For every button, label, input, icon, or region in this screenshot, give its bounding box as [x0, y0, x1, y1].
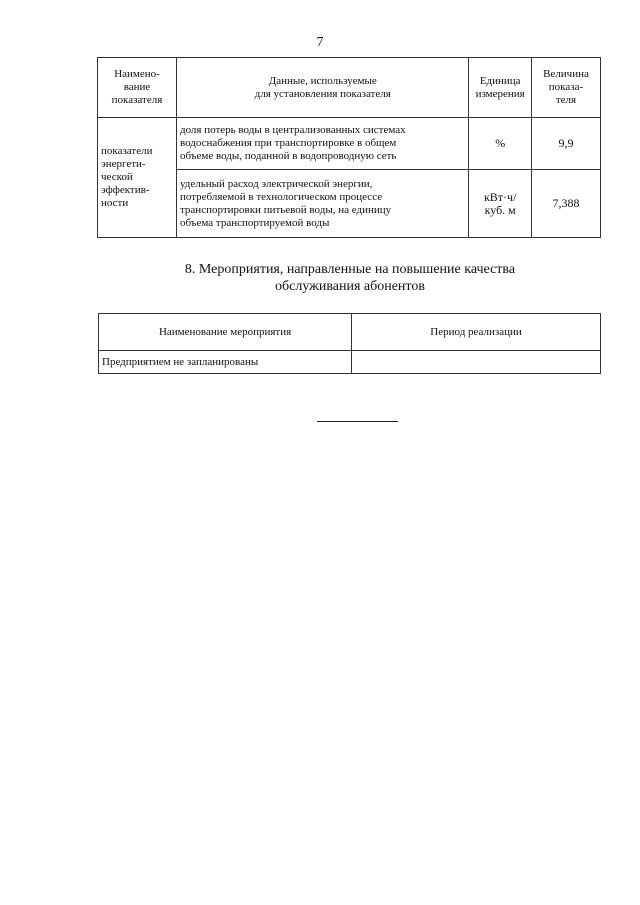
header-period: Период реализации — [352, 314, 601, 351]
page-number: 7 — [316, 35, 324, 50]
measure-name-cell: Предприятием не запланированы — [99, 351, 352, 374]
header-data-used: Данные, используемые для установления показателя — [176, 58, 468, 118]
indicator-group-label: показатели энергети- ческой эффектив- ности — [98, 118, 177, 238]
table-row — [99, 351, 601, 374]
table-row — [98, 118, 601, 170]
row-description: удельный расход электрической энергии, потребляемой в технологическом процессе транспортировки питьевой воды, на единицу объема транспортируемой воды — [176, 170, 468, 238]
table-header-row — [98, 58, 601, 118]
row-description: доля потерь воды в централизованных системах водоснабжения при транспортировке в общем объеме воды, поданной в водопроводную сеть — [176, 118, 468, 170]
table-header-row — [99, 314, 601, 351]
measures-table — [98, 313, 601, 374]
closing-rule-line — [317, 421, 398, 422]
header-unit: Единица измерения — [469, 58, 531, 118]
energy-efficiency-table — [97, 57, 601, 238]
header-value: Величина показа- теля — [531, 58, 600, 118]
period-cell — [352, 351, 601, 374]
header-indicator-name: Наимено- вание показателя — [98, 58, 177, 118]
header-measure-name: Наименование мероприятия — [99, 314, 352, 351]
row-value: 7,388 — [531, 170, 600, 238]
row-unit: % — [469, 118, 531, 170]
section-8-title: 8. Мероприятия, направленные на повышение качества обслуживания абонентов — [184, 262, 516, 294]
row-value: 9,9 — [531, 118, 600, 170]
row-unit: кВт·ч/ куб. м — [469, 170, 531, 238]
